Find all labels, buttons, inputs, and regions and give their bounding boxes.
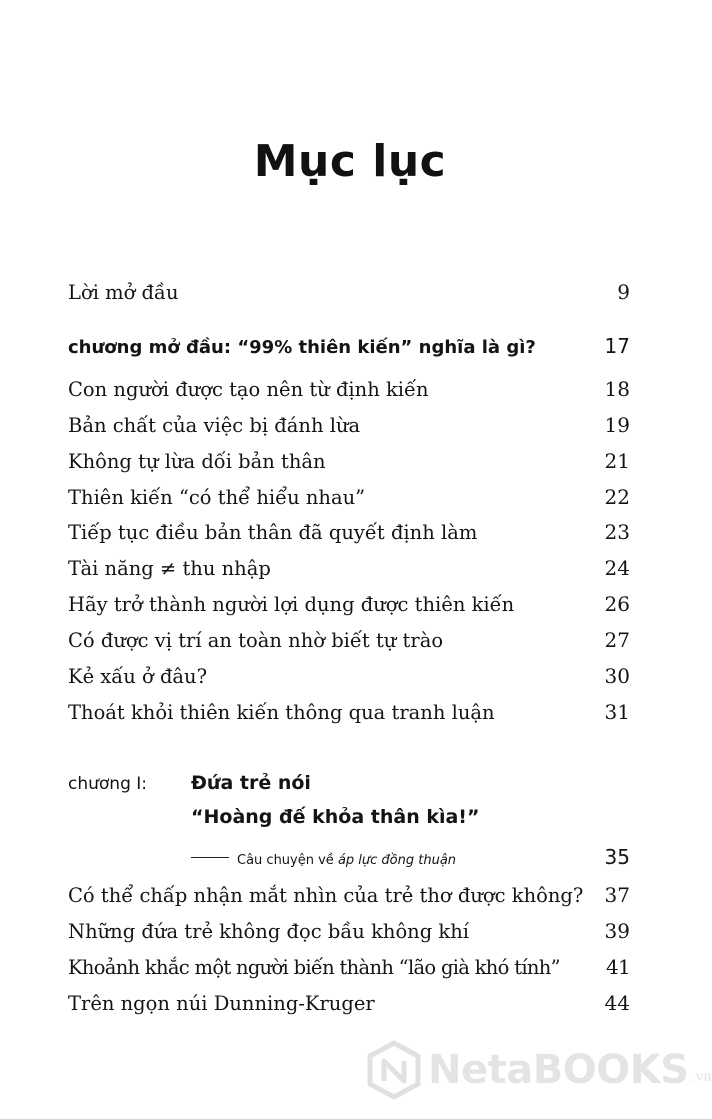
toc-entry-title: Có thể chấp nhận mắt nhìn của trẻ thơ được không? <box>68 884 584 907</box>
toc-entry[interactable] <box>68 955 630 979</box>
toc-entry-page: 23 <box>604 520 630 544</box>
toc-entry-title: Tài năng ≠ thu nhập <box>68 557 271 580</box>
toc-entry[interactable] <box>68 883 630 907</box>
toc-entry-title: Kẻ xấu ở đâu? <box>68 665 208 688</box>
watermark-suffix: .vn <box>691 1068 712 1085</box>
toc-entry[interactable] <box>68 700 630 724</box>
toc-entry-page: 26 <box>604 592 630 616</box>
toc-entry[interactable] <box>68 919 630 943</box>
toc-entry-page: 27 <box>604 628 630 652</box>
toc-entry-page: 22 <box>604 485 630 509</box>
toc-entry[interactable] <box>68 485 630 509</box>
chapter-page: 17 <box>604 334 630 358</box>
toc-entry[interactable] <box>68 280 630 304</box>
toc-entry-page: 21 <box>604 449 630 473</box>
toc-entry-page: 30 <box>604 664 630 688</box>
toc-entry-title: Khoảnh khắc một người biến thành “lão già khó tính” <box>68 956 560 979</box>
em-dash-rule <box>191 857 229 858</box>
toc-entry-title: Trên ngọn núi Dunning-Kruger <box>68 992 375 1015</box>
toc-entry[interactable] <box>68 991 630 1015</box>
toc-entry-title: Không tự lừa dối bản thân <box>68 450 326 473</box>
chapter-title-line-2[interactable]: “Hoàng đế khỏa thân kìa!” <box>191 806 480 828</box>
toc-entry-page: 39 <box>604 919 630 943</box>
toc-entry-page: 37 <box>604 883 630 907</box>
watermark-brand: NetaBOOKS <box>428 1047 689 1093</box>
toc-entry-page: 24 <box>604 556 630 580</box>
toc-entry-title: Có được vị trí an toàn nhờ biết tự trào <box>68 629 444 652</box>
toc-entry[interactable] <box>68 377 630 401</box>
watermark <box>368 1040 712 1100</box>
toc-entry-title: Bản chất của việc bị đánh lừa <box>68 414 361 437</box>
toc-entry-page: 44 <box>604 991 630 1015</box>
toc-entry-title: Thiên kiến “có thể hiểu nhau” <box>68 486 366 509</box>
toc-entry[interactable] <box>68 664 630 688</box>
chapter-page: 35 <box>604 845 630 869</box>
toc-entry-page: 9 <box>617 280 630 304</box>
toc-entry-title: Tiếp tục điều bản thân đã quyết định làm <box>68 521 478 544</box>
chapter-subtitle <box>191 845 630 869</box>
chapter-title: chương mở đầu: “99% thiên kiến” nghĩa là gì? <box>68 337 536 358</box>
chapter-label: chương I: <box>68 774 148 794</box>
toc-entry-page: 31 <box>604 700 630 724</box>
chapter-subtitle-emphasis: áp lực đồng thuận <box>337 853 457 868</box>
toc-entry-title: Con người được tạo nên từ định kiến <box>68 378 429 401</box>
toc-entry[interactable] <box>68 592 630 616</box>
chapter-heading[interactable] <box>68 334 630 358</box>
toc-entry-title: Lời mở đầu <box>68 281 179 304</box>
toc-entry-title: Thoát khỏi thiên kiến thông qua tranh luận <box>68 701 495 724</box>
toc-entry[interactable] <box>68 520 630 544</box>
toc-entry-title: Những đứa trẻ không đọc bầu không khí <box>68 920 470 943</box>
toc-entry-title: Hãy trở thành người lợi dụng được thiên kiến <box>68 593 515 616</box>
chapter-title-line-1[interactable]: Đứa trẻ nói <box>191 772 311 794</box>
toc-entry[interactable] <box>68 413 630 437</box>
toc-entry-page: 19 <box>604 413 630 437</box>
n-logo-icon <box>368 1041 420 1099</box>
toc-entry[interactable] <box>68 556 630 580</box>
toc-entry[interactable] <box>68 628 630 652</box>
page-title: Mục lục <box>253 136 447 187</box>
toc-entry[interactable] <box>68 449 630 473</box>
toc-entry-page: 18 <box>604 377 630 401</box>
chapter-subtitle-prefix: Câu chuyện về <box>237 853 338 868</box>
toc-entry-page: 41 <box>605 955 630 979</box>
